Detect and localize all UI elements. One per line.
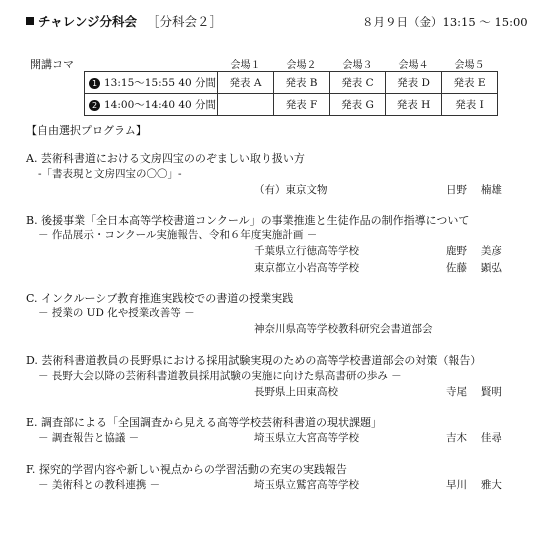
venue-header: 会場４ (386, 50, 442, 72)
program-item-title: D. 芸術科書道教員の長野県における採用試験実現のための高等学校書道部会の対策（報告） (26, 354, 482, 367)
venue-header: 会場１ (218, 50, 274, 72)
schedule-header-row (85, 50, 498, 72)
presenter-name: 吉木 佳尋 (446, 432, 502, 444)
presenter-org: 埼玉県立鷲宮高等学校 (254, 479, 359, 491)
slot-cell: 発表 A (218, 72, 274, 94)
schedule-row (85, 72, 498, 94)
slot-cell: 発表 B (274, 72, 330, 94)
number-circle-icon: 2 (89, 100, 100, 111)
program-item-title: E. 調査部による「全国調査から見える高等学校芸術科書道の現状課題」 (26, 416, 383, 429)
program-item-subtitle: － 作品展示・コンクール実施報告、令和６年度実施計画 － (38, 229, 318, 241)
program-item-title: B. 後援事業「全日本高等学校書道コンクール」の事業推進と生徒作品の制作指導について (26, 214, 470, 227)
time-cell (85, 72, 218, 94)
schedule-label: 開講コマ (30, 58, 74, 71)
slot-cell: 発表 H (386, 94, 442, 116)
presenter-org: （有）東京文物 (254, 184, 328, 196)
section-subtitle: ［分科会２］ (147, 14, 223, 29)
slot-cell: 発表 D (386, 72, 442, 94)
slot-cell (218, 94, 274, 116)
presenter-org: 東京都立小岩高等学校 (254, 262, 359, 274)
program-item-subtitle: － 長野大会以降の芸術科書道教員採用試験の実施に向けた県高書研の歩み － (38, 370, 402, 382)
section-title (26, 12, 222, 30)
program-item-title: F. 探究的学習内容や新しい視点からの学習活動の充実の実践報告 (26, 463, 347, 476)
presenter-name: 寺尾 賢明 (446, 386, 502, 398)
slot-cell: 発表 I (442, 94, 498, 116)
time-cell (85, 94, 218, 116)
presenter-name: 佐藤 顕弘 (446, 262, 502, 274)
venue-header: 会場５ (442, 50, 498, 72)
venue-header: 会場３ (330, 50, 386, 72)
venue-header: 会場２ (274, 50, 330, 72)
slot-cell: 発表 F (274, 94, 330, 116)
presenter-org: 長野県上田東高校 (254, 386, 338, 398)
number-circle-icon: 1 (89, 78, 100, 89)
free-program-title: 【自由選択プログラム】 (26, 124, 147, 137)
square-bullet-icon (26, 17, 34, 25)
slot-cell: 発表 G (330, 94, 386, 116)
program-item-subtitle: － 調査報告と協議 － (38, 432, 140, 444)
session-date: ８月９日（金）13:15 ～ 15:00 (362, 15, 528, 29)
slot-cell: 発表 E (442, 72, 498, 94)
section-title-text: チャレンジ分科会 (38, 14, 138, 29)
presenter-org: 神奈川県高等学校教科研究会書道部会 (254, 323, 433, 335)
presenter-name: 鹿野 美彦 (446, 245, 502, 257)
schedule-row (85, 94, 498, 116)
program-item-title: C. インクルーシブ教育推進実践校での書道の授業実践 (26, 292, 294, 305)
time-text: 14:00～14:40 40 分間 (104, 99, 217, 111)
schedule-corner (85, 50, 218, 72)
presenter-name: 日野 楠雄 (446, 184, 502, 196)
time-text: 13:15～15:55 40 分間 (104, 77, 217, 89)
program-item-subtitle: -「書表現と文房四宝の〇〇」- (38, 168, 182, 180)
presenter-org: 千葉県立行徳高等学校 (254, 245, 359, 257)
slot-cell: 発表 C (330, 72, 386, 94)
presenter-org: 埼玉県立大宮高等学校 (254, 432, 359, 444)
schedule-table (84, 50, 498, 116)
program-item-title: A. 芸術科書道における文房四宝ののぞましい取り扱い方 (26, 152, 305, 165)
program-item-subtitle: － 授業の UD 化や授業改善等 － (38, 307, 195, 319)
program-item-subtitle: － 美術科との教科連携 － (38, 479, 161, 491)
presenter-name: 早川 雅大 (446, 479, 502, 491)
